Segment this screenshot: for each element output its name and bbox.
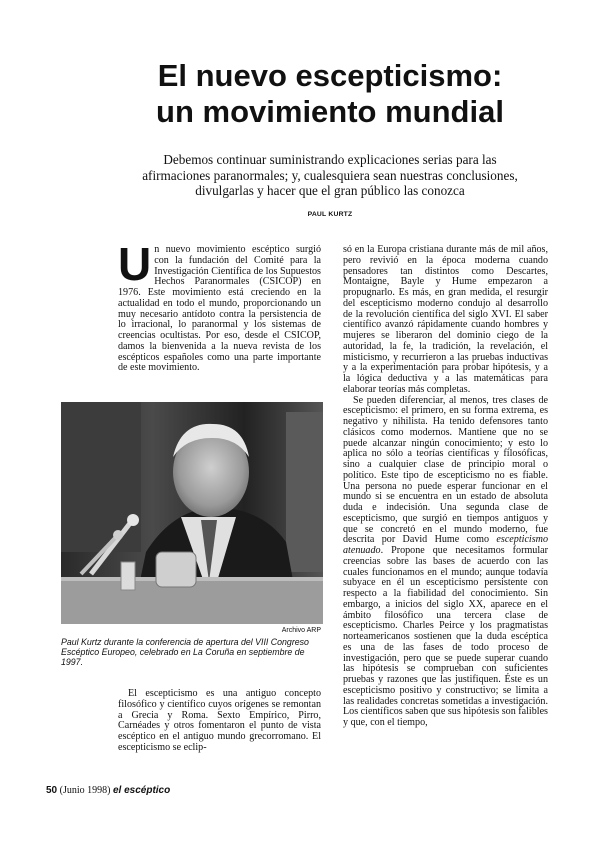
author-byline: PAUL KURTZ bbox=[307, 211, 353, 218]
photo-credit: Archivo ARP bbox=[281, 627, 321, 634]
right-paragraph-2-a: Se pueden diferenciar, al menos, tres clases de escepticismo: el primero, en su forma extrema, es negativo y nihilista. Ha tenido defensores tanto clásicos como modernos. Mantiene que no se puede alcanzar ningún conocimiento; y esto lo aplica no sólo a teorías científicas y filosóficas, sino a cualquier clase de principio moral o político. Este tipo de escepticismo no es fiable. Una persona no puede esperar funcionar en el mundo si se encuentra en un estado de absoluta duda e indecisión. Una segunda clase de escepticismo, que surgió en tiempos antiguos y que se concretó en el mundo moderno, fue descrita por David Hume como bbox=[343, 394, 548, 546]
article-subtitle: Debemos continuar suministrando explicaciones serias para las afirmaciones paranormales; y, cualesquiera sean nuestras conclusiones, divulgarlas y hacer que el gran público las conozca bbox=[142, 152, 518, 198]
intro-text: n nuevo movimiento escéptico surgió con la fundación del Comité para la Investigación Científica de los Supuestos Hechos Paranormales (CSICOP) en 1976. Este movimiento está creciendo en la actualidad en todo el mundo, proporcionando un muy necesario antídoto contra la persistencia de lo irracional, lo paranormal y los sistemas de creencias ocultistas. Por eso, desde el CSICOP, damos la bienvenida a la nueva revista de los escépticos españoles como una parte importante de este movimiento. bbox=[118, 244, 321, 374]
page-footer bbox=[46, 785, 170, 796]
title-line-1: El nuevo escepticismo: bbox=[157, 58, 503, 93]
right-column bbox=[343, 245, 548, 729]
photo-caption: Paul Kurtz durante la conferencia de apertura del VIII Congreso Escéptico Europeo, celebrado en La Coruña en septiembre de 1997. bbox=[61, 637, 309, 667]
article-title bbox=[120, 58, 540, 130]
page-number: 50 bbox=[46, 785, 58, 796]
right-paragraph-2 bbox=[343, 396, 548, 729]
title-line-2: un movimiento mundial bbox=[156, 94, 504, 129]
intro-paragraph bbox=[118, 238, 321, 374]
issue-date: (Junio 1998) bbox=[59, 785, 111, 796]
drop-cap: U bbox=[118, 238, 152, 290]
left-column-body bbox=[118, 689, 321, 754]
speaker-photo bbox=[61, 402, 323, 624]
body-paragraph: El escepticismo es una antiguo concepto filosófico y científico cuyos orígenes se remontan a Grecia y Roma. Sexto Empírico, Pirro, Carnéades y otros fomentaron el punto de vista escéptico en el antiguo mundo grecorromano. El escepticismo se eclip- bbox=[118, 688, 321, 753]
right-paragraph-2-b: . Propone que necesitamos formular creencias sobre las bases de acuerdo con las cuales funcionamos en el mundo; aunque todavía subyace en él un escepticismo persistente con respecto a la fiabilidad del conocimiento. Sin embargo, a inicios del siglo XX, aparece en el ámbito filosófico una tercera clase de escepticismo. Charles Peirce y los pragmatistas norteamericanos sostienen que la duda escéptica es una de las fases de todo proceso de investigación, pero que se puede superar cuando las hipótesis se comprueban con suficientes pruebas y razones que las justifiquen. Éste es un escepticismo positivo y constructivo; se limita a las realidades concretas sometidas a investigación. Los científicos saben que sus hipótesis son falibles y que, con el tiempo, bbox=[343, 545, 548, 728]
right-paragraph-1: só en la Europa cristiana durante más de mil años, pero revivió en la época moderna cuando pensadores tan distintos como Descartes, Montaigne, Bayle y Hume empezaron a propugnarlo. Es más, en gran medida, el resurgir del escepticismo moderno condujo al desarrollo de la revolución científica del siglo XVI. El saber científico avanzó rápidamente cuando hombres y mujeres se liberaron del dominio ciego de la autoridad, la fe, la tradición, la revelación, el misticismo, y recurrieron a las pruebas inductivas y a la experimentación para probar hipótesis, y a la lógica deductiva y a las matemáticas para elaborar teorías más completas. bbox=[343, 244, 548, 395]
magazine-name: el escéptico bbox=[112, 785, 171, 796]
emphasis-term: escepticismo atenuado bbox=[343, 534, 548, 556]
speaker-photo-image bbox=[61, 402, 323, 624]
